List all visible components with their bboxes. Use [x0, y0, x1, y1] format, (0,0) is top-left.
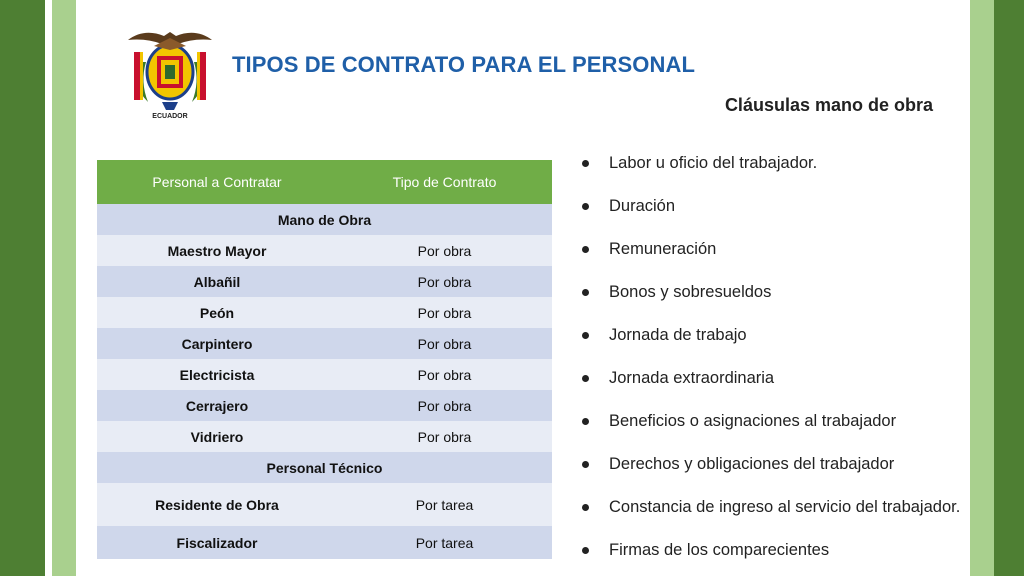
contract-type-cell: Por obra: [337, 390, 552, 421]
contract-type-cell: Por obra: [337, 421, 552, 452]
clause-text: Beneficios o asignaciones al trabajador: [609, 412, 897, 430]
clause-text: Jornada de trabajo: [609, 326, 747, 344]
column-header-personal: Personal a Contratar: [97, 160, 337, 204]
list-item: [580, 487, 960, 530]
list-item: [580, 143, 960, 186]
clause-text: Bonos y sobresueldos: [609, 283, 772, 301]
table-row: [97, 297, 552, 328]
table-row: [97, 235, 552, 266]
clauses-list: [580, 143, 960, 573]
list-item: [580, 229, 960, 272]
list-item: [580, 186, 960, 229]
list-item: [580, 272, 960, 315]
list-item: [580, 401, 960, 444]
personnel-cell: Albañil: [97, 266, 337, 297]
bullet-icon: [582, 375, 589, 382]
personnel-cell: Electricista: [97, 359, 337, 390]
table-row: [97, 266, 552, 297]
table-row: [97, 328, 552, 359]
list-item: [580, 444, 960, 487]
section-label-personal-tecnico: Personal Técnico: [97, 452, 552, 483]
clause-text: Labor u oficio del trabajador.: [609, 154, 818, 172]
right-accent-bar-dark: [994, 0, 1024, 576]
list-item: [580, 315, 960, 358]
personnel-cell: Vidriero: [97, 421, 337, 452]
clause-text: Jornada extraordinaria: [609, 369, 775, 387]
bullet-icon: [582, 203, 589, 210]
seal-caption: ECUADOR: [152, 113, 188, 120]
section-label-mano-de-obra: Mano de Obra: [97, 204, 552, 235]
contract-type-cell: Por obra: [337, 359, 552, 390]
personnel-cell: Carpintero: [97, 328, 337, 359]
section-row: [97, 204, 552, 235]
list-item: [580, 358, 960, 401]
contract-type-cell: Por tarea: [337, 483, 552, 526]
clause-text: Remuneración: [609, 240, 717, 258]
personnel-cell: Peón: [97, 297, 337, 328]
bullet-icon: [582, 461, 589, 468]
table-row: [97, 421, 552, 452]
clause-text: Derechos y obligaciones del trabajador: [609, 455, 895, 473]
clause-text: Constancia de ingreso al servicio del trabajador.: [609, 498, 961, 516]
table-row: [97, 526, 552, 559]
right-accent-bar-light: [970, 0, 994, 576]
table-row: [97, 359, 552, 390]
bullet-icon: [582, 418, 589, 425]
personnel-cell: Maestro Mayor: [97, 235, 337, 266]
bullet-icon: [582, 160, 589, 167]
bullet-icon: [582, 332, 589, 339]
contract-types-table: [97, 160, 552, 559]
table-row: [97, 483, 552, 526]
contract-type-cell: Por tarea: [337, 526, 552, 559]
contract-type-cell: Por obra: [337, 266, 552, 297]
table-header-row: [97, 160, 552, 204]
left-accent-bar-light: [52, 0, 76, 576]
clause-text: Firmas de los comparecientes: [609, 541, 830, 559]
bullet-icon: [582, 289, 589, 296]
contract-type-cell: Por obra: [337, 235, 552, 266]
section-subtitle: Cláusulas mano de obra: [724, 95, 933, 115]
clause-text: Duración: [609, 197, 676, 215]
personnel-cell: Fiscalizador: [97, 526, 337, 559]
bullet-icon: [582, 504, 589, 511]
bullet-icon: [582, 246, 589, 253]
bullet-icon: [582, 547, 589, 554]
section-row: [97, 452, 552, 483]
column-header-contract-type: Tipo de Contrato: [337, 160, 552, 204]
contract-type-cell: Por obra: [337, 328, 552, 359]
personnel-cell: Residente de Obra: [97, 483, 337, 526]
personnel-cell: Cerrajero: [97, 390, 337, 421]
contract-type-cell: Por obra: [337, 297, 552, 328]
coat-of-arms-logo: [124, 22, 216, 120]
left-accent-bar-dark: [0, 0, 45, 576]
page-title: TIPOS DE CONTRATO PARA EL PERSONAL: [232, 52, 695, 77]
list-item: [580, 530, 960, 573]
table-row: [97, 390, 552, 421]
